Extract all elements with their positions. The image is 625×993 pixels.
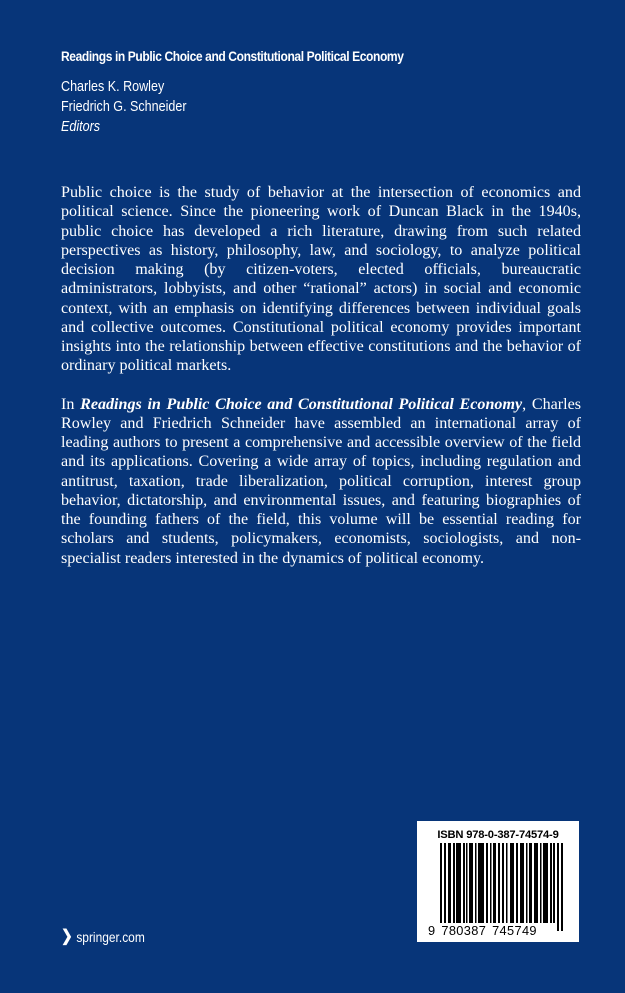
editor-name: Charles K. Rowley — [61, 79, 165, 95]
barcode-digit-group: 780387 — [441, 923, 487, 938]
book-description — [61, 183, 581, 568]
description-paragraph — [61, 395, 581, 568]
editors-role-label: Editors — [61, 119, 101, 135]
barcode-digit-group: 9 — [428, 923, 436, 938]
editor-name: Friedrich G. Schneider — [61, 99, 187, 115]
description-paragraph: Public choice is the study of behavior at the intersection of economics and political science. Since the pioneering work of Duncan Black in the 1940s, public choice has developed a rich literature, drawing from such related perspectives as history, philosophy, law, and sociology, to analyze political decision making (by citizen-voters, elected officials, bureaucratic administrators, lobbyists, and other “rational” actors) in social and economic context, with an emphasis on identifying differences between individual goals and collective outcomes. Constitutional political economy provides important insights into the relationship between effective constitutions and the behavior of ordinary political markets. — [61, 184, 581, 375]
paragraph-body: , Charles Rowley and Friedrich Schneider have assembled an international array of leading authors to present a comprehensive and accessible overview of the field and its applications. Covering a wide array of topics, including regulation and antitrust, taxation, trade liberalization, political corruption, interest group behavior, dictatorship, and environmental issues, and featuring biographies of the founding fathers of the field, this volume will be essential reading for scholars and students, policymakers, economists, sociologists, and non-specialist readers interested in the dynamics of political economy. — [61, 395, 581, 567]
barcode-digit-group: 745749 — [492, 923, 537, 938]
barcode-bars-icon — [440, 843, 563, 931]
book-title-emphasis: Readings in Public Choice and Constitutional Political Economy — [80, 395, 523, 413]
publisher-link[interactable] — [61, 929, 145, 945]
cover-header — [61, 48, 442, 137]
publisher-url[interactable]: springer.com — [76, 929, 145, 945]
series-title: Readings in Public Choice and Constitutional Political Economy — [61, 49, 404, 64]
chevron-right-icon: ❯ — [61, 928, 73, 945]
isbn-barcode — [417, 821, 579, 942]
isbn-label: ISBN 978-0-387-74574-9 — [437, 829, 559, 841]
paragraph-prefix: In — [61, 395, 81, 413]
barcode-digits — [427, 924, 569, 937]
editors-block — [61, 77, 388, 137]
